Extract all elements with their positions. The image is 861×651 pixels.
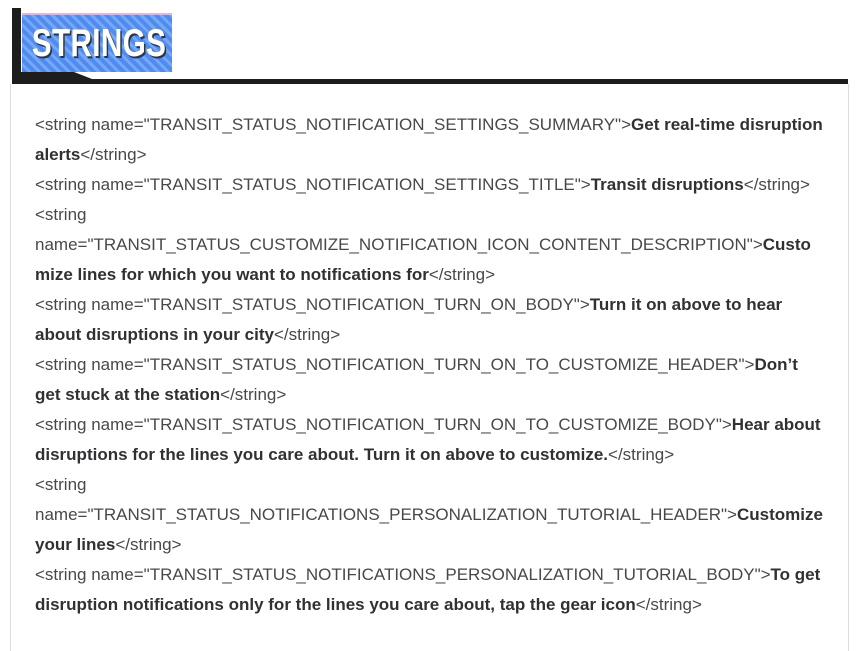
header-left-bar	[12, 8, 21, 84]
string-entry	[35, 350, 825, 410]
string-entry	[35, 290, 825, 350]
string-value: Hear about disruptions for the lines you care about. Turn it on above to customize.	[35, 415, 821, 464]
xml-open-tag: <string name="TRANSIT_STATUS_NOTIFICATIONS_PERSONALIZATION_TUTORIAL_BODY">	[35, 565, 771, 584]
strings-panel	[10, 84, 849, 651]
xml-open-tag: <string name="TRANSIT_STATUS_NOTIFICATION_TURN_ON_TO_CUSTOMIZE_HEADER">	[35, 355, 755, 374]
string-entry	[35, 560, 825, 620]
xml-close-tag: </string>	[80, 145, 147, 164]
string-value: Customize lines for which you want to notifications for	[35, 235, 811, 284]
xml-open-tag: <string name="TRANSIT_STATUS_NOTIFICATION_TURN_ON_BODY">	[35, 295, 590, 314]
string-value: Turn it on above to hear about disruptions in your city	[35, 295, 783, 344]
string-entry	[35, 410, 825, 470]
strings-list	[35, 110, 825, 620]
string-value: Transit disruptions	[590, 175, 744, 194]
xml-close-tag: </string>	[428, 265, 496, 284]
string-value: Customize your lines	[35, 505, 823, 554]
string-value: Get real-time disruption alerts	[35, 115, 823, 164]
string-entry	[35, 110, 825, 170]
xml-open-tag: <string name="TRANSIT_STATUS_CUSTOMIZE_NOTIFICATION_ICON_CONTENT_DESCRIPTION">	[35, 205, 763, 254]
xml-close-tag: </string>	[635, 595, 702, 614]
xml-close-tag: </string>	[220, 385, 287, 404]
string-value: To get disruption notifications only for the lines you care about, tap the gear icon	[35, 565, 821, 614]
section-title: STRINGS	[31, 22, 167, 65]
string-entry	[35, 170, 825, 200]
xml-close-tag: </string>	[115, 535, 182, 554]
xml-close-tag: </string>	[273, 325, 341, 344]
string-entry	[35, 470, 825, 560]
string-value: Don’t get stuck at the station	[35, 355, 798, 404]
xml-open-tag: <string name="TRANSIT_STATUS_NOTIFICATIONS_PERSONALIZATION_TUTORIAL_HEADER">	[35, 475, 737, 524]
string-entry	[35, 200, 825, 290]
xml-open-tag: <string name="TRANSIT_STATUS_NOTIFICATION_TURN_ON_TO_CUSTOMIZE_BODY">	[35, 415, 732, 434]
xml-open-tag: <string name="TRANSIT_STATUS_NOTIFICATION_SETTINGS_TITLE">	[35, 175, 591, 194]
strings-header-chip	[22, 13, 172, 72]
xml-close-tag: </string>	[743, 175, 810, 194]
xml-open-tag: <string name="TRANSIT_STATUS_NOTIFICATION_SETTINGS_SUMMARY">	[35, 115, 632, 134]
xml-close-tag: </string>	[608, 445, 675, 464]
